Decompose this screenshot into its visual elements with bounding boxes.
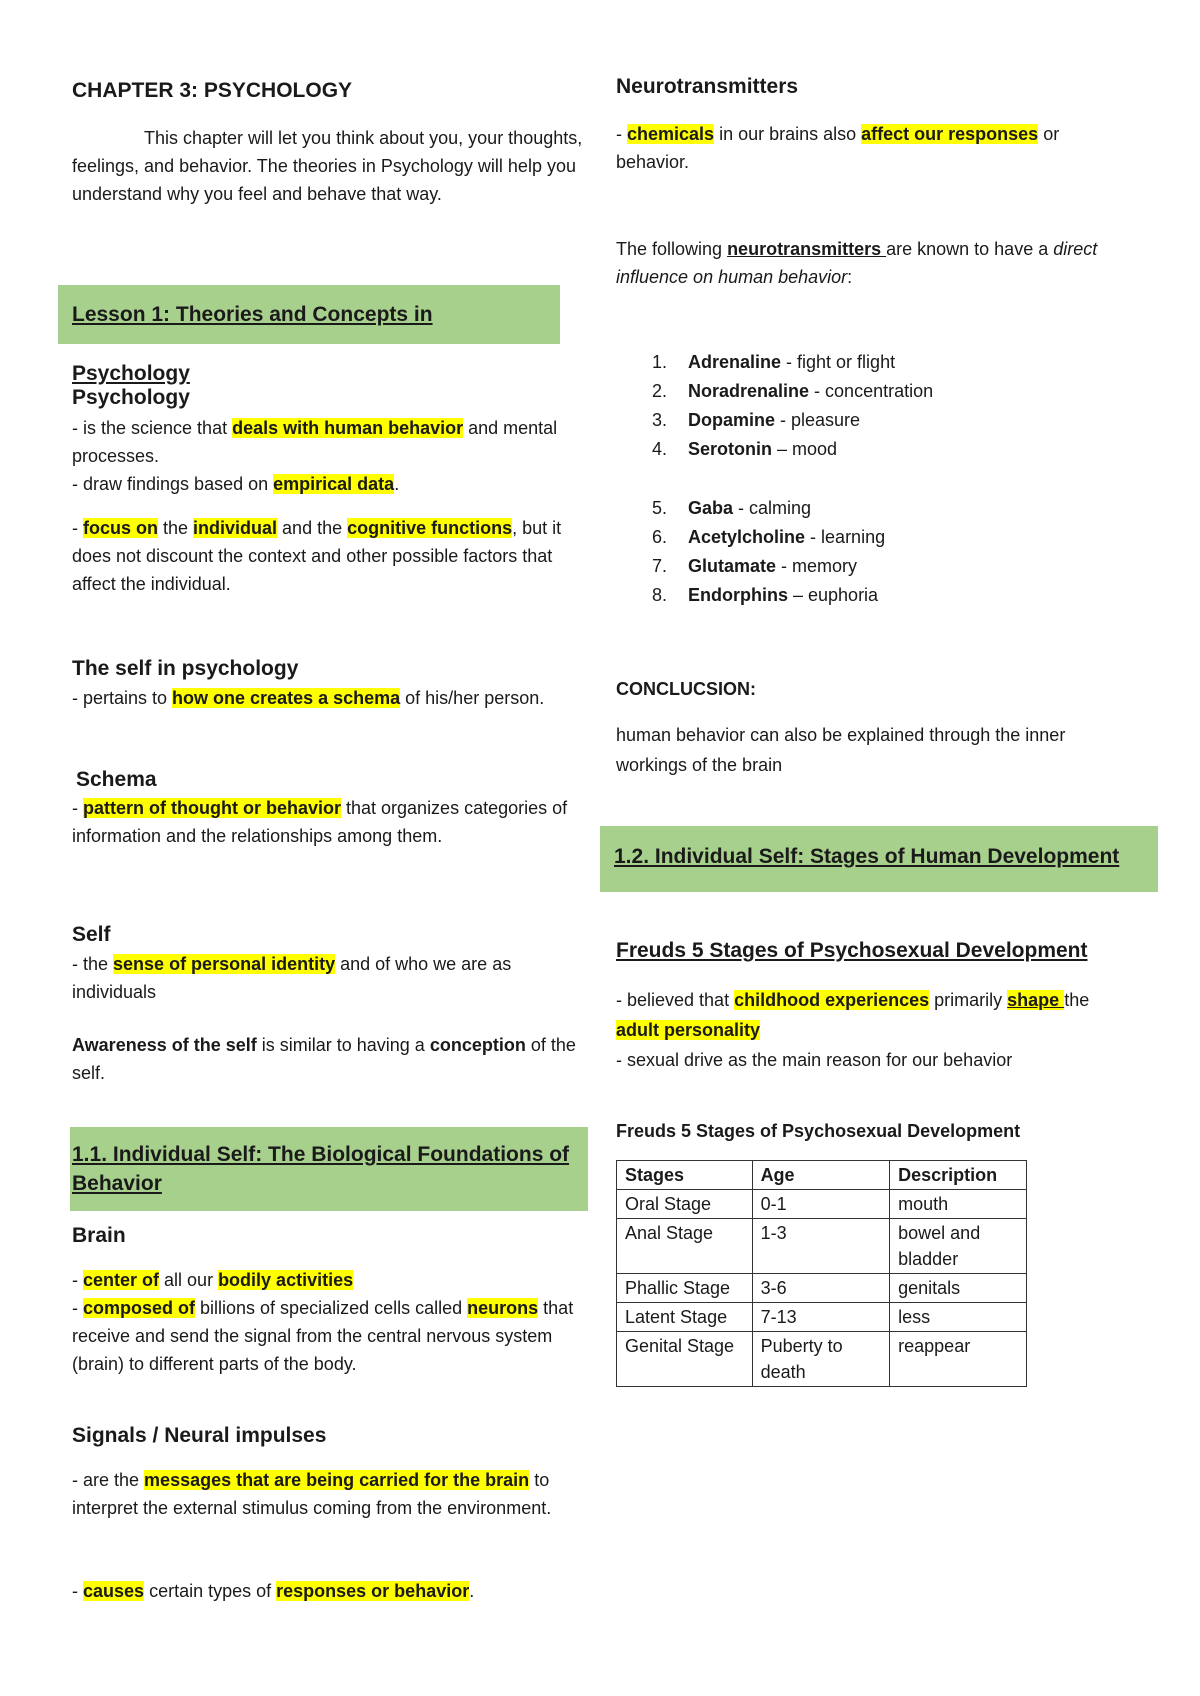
table-cell: genitals — [890, 1274, 1027, 1303]
neurotransmitter-item — [616, 435, 933, 464]
conclusion-text: human behavior can also be explained through the inner workings of the brain — [616, 725, 1066, 775]
brain-center-line: - center of all our bodily activities — [72, 1270, 354, 1290]
list-number: 3. — [652, 410, 668, 430]
table-cell: 1-3 — [752, 1219, 890, 1274]
self-in-psychology-text: - pertains to how one creates a schema of his/her person. — [72, 688, 545, 708]
list-number: 8. — [652, 585, 668, 605]
neurotransmitter-item — [616, 377, 933, 406]
brain-composed-line: - composed of billions of specialized cells called neurons that receive and send the signal from the central nervous system (brain) to different parts of the body. — [72, 1298, 574, 1374]
lesson1-heading-band — [58, 285, 560, 385]
table-header-row — [617, 1161, 1027, 1190]
following-text: The following neurotransmitters are known to have a direct influence on human behavior: — [616, 239, 1098, 287]
neurotransmitter-item — [616, 406, 933, 435]
list-number: 4. — [652, 439, 668, 459]
table-header-cell: Age — [752, 1161, 890, 1190]
neurotransmitter-effect: - pleasure — [775, 410, 861, 430]
table-cell: less — [890, 1303, 1027, 1332]
table-header-cell: Description — [890, 1161, 1027, 1190]
freud-belief-text: - believed that childhood experiences primarily shape the adult personality — [616, 990, 1090, 1040]
schema-text: - pattern of thought or behavior that organizes categories of information and the relationships among them. — [72, 798, 568, 846]
neurotransmitter-effect: - memory — [776, 556, 858, 576]
table-cell: Puberty to death — [752, 1332, 890, 1387]
lesson1-title: Lesson 1: Theories and Concepts in Psychology — [72, 303, 433, 385]
table-row — [617, 1303, 1027, 1332]
table-row — [617, 1274, 1027, 1303]
schema-heading: Schema — [76, 768, 157, 791]
table-cell: 7-13 — [752, 1303, 890, 1332]
psychology-heading: Psychology — [72, 386, 190, 409]
neurotransmitter-effect: - concentration — [809, 381, 934, 401]
neurotransmitter-name: Acetylcholine — [688, 527, 806, 547]
neurotransmitter-effect: - fight or flight — [781, 352, 896, 372]
freud-heading: Freuds 5 Stages of Psychosexual Development — [616, 939, 1088, 962]
signals-heading: Signals / Neural impulses — [72, 1424, 327, 1447]
awareness-text: Awareness of the self is similar to having a conception of the self. — [72, 1035, 576, 1083]
neurotransmitter-item — [616, 581, 885, 610]
self-in-psychology-heading: The self in psychology — [72, 657, 299, 680]
table-cell: Oral Stage — [617, 1190, 753, 1219]
neurotransmitter-name: Endorphins — [688, 585, 788, 605]
neurotransmitter-list-1 — [616, 348, 933, 464]
table-row — [617, 1190, 1027, 1219]
lesson11-heading-band — [70, 1127, 588, 1211]
brain-heading: Brain — [72, 1224, 126, 1247]
psychology-empirical: - draw findings based on empirical data. — [72, 474, 400, 494]
neurotransmitter-effect: – mood — [772, 439, 838, 459]
lesson12-heading-band — [600, 826, 1158, 892]
neurotransmitter-name: Serotonin — [688, 439, 772, 459]
list-number: 2. — [652, 381, 668, 401]
table-cell: 0-1 — [752, 1190, 890, 1219]
table-row — [617, 1219, 1027, 1274]
signals-messages-line: - are the messages that are being carried for the brain to interpret the external stimulus coming from the environment. — [72, 1470, 552, 1518]
neurotransmitters-text: - chemicals in our brains also affect our responses or behavior. — [616, 124, 1060, 172]
table-cell: 3-6 — [752, 1274, 890, 1303]
list-number: 1. — [652, 352, 668, 372]
table-cell: bowel and bladder — [890, 1219, 1027, 1274]
table-row — [617, 1332, 1027, 1387]
psychology-definition: - is the science that deals with human behavior and mental processes. — [72, 418, 558, 466]
neurotransmitter-item — [616, 523, 885, 552]
neurotransmitter-effect: – euphoria — [788, 585, 879, 605]
neurotransmitter-name: Dopamine — [688, 410, 776, 430]
freud-drive-text: - sexual drive as the main reason for our behavior — [616, 1050, 1013, 1070]
neurotransmitters-heading: Neurotransmitters — [616, 75, 799, 98]
table-cell: Phallic Stage — [617, 1274, 753, 1303]
neurotransmitter-item — [616, 348, 933, 377]
lesson11-title: 1.1. Individual Self: The Biological Foundations of Behavior — [72, 1143, 570, 1195]
stages-table — [616, 1160, 1027, 1387]
intro-paragraph: This chapter will let you think about you, your thoughts, feelings, and behavior. The theories in Psychology will help you understand why you feel and behave that way. — [72, 128, 583, 204]
signals-causes-line: - causes certain types of responses or behavior. — [72, 1581, 475, 1601]
table-cell: reappear — [890, 1332, 1027, 1387]
neurotransmitter-name: Glutamate — [688, 556, 777, 576]
self-text: - the sense of personal identity and of who we are as individuals — [72, 954, 512, 1002]
table-cell: Latent Stage — [617, 1303, 753, 1332]
list-number: 7. — [652, 556, 668, 576]
list-number: 6. — [652, 527, 668, 547]
table-cell: mouth — [890, 1190, 1027, 1219]
neurotransmitter-list-2 — [616, 494, 885, 610]
neurotransmitter-name: Gaba — [688, 498, 734, 518]
table-caption: Freuds 5 Stages of Psychosexual Development — [616, 1121, 1021, 1141]
list-number: 5. — [652, 498, 668, 518]
psychology-focus: - focus on the individual and the cognitive functions, but it does not discount the context and other possible factors that affect the individual. — [72, 518, 562, 594]
neurotransmitter-item — [616, 494, 885, 523]
chapter-title: CHAPTER 3: PSYCHOLOGY — [72, 79, 353, 102]
neurotransmitter-name: Noradrenaline — [688, 381, 810, 401]
neurotransmitter-effect: - calming — [733, 498, 812, 518]
table-cell: Genital Stage — [617, 1332, 753, 1387]
neurotransmitter-name: Adrenaline — [688, 352, 782, 372]
conclusion-heading: CONCLUCSION: — [616, 679, 756, 699]
self-heading: Self — [72, 923, 111, 946]
neurotransmitter-item — [616, 552, 885, 581]
neurotransmitter-effect: - learning — [805, 527, 886, 547]
lesson12-title: 1.2. Individual Self: Stages of Human Development — [614, 845, 1120, 868]
table-header-cell: Stages — [617, 1161, 753, 1190]
table-cell: Anal Stage — [617, 1219, 753, 1274]
